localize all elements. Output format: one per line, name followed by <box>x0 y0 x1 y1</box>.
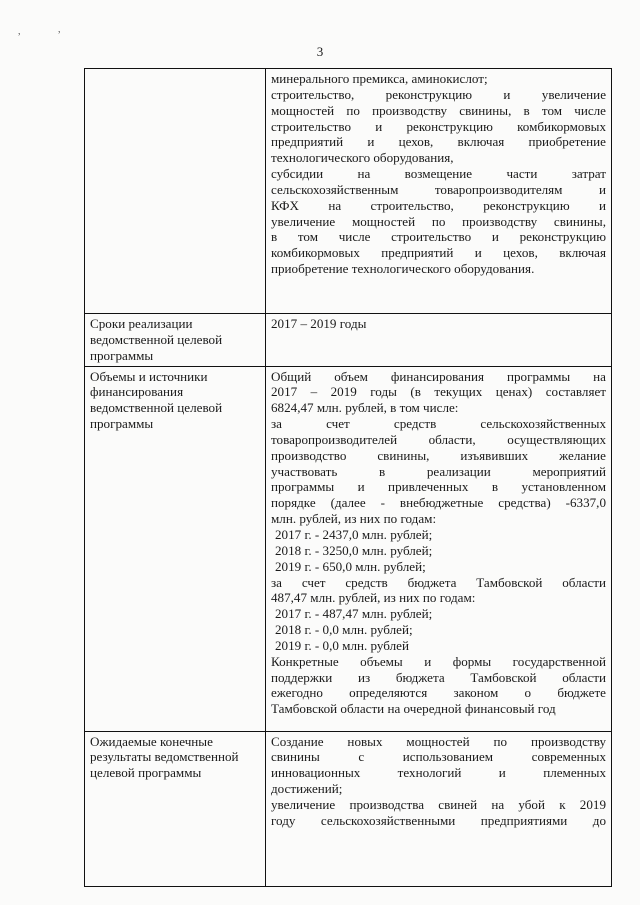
text-line: производство свинины, изъявивших желание <box>271 447 606 463</box>
row-value-financing <box>266 366 612 731</box>
text-line: Тамбовской области на очередной финансовый год <box>271 701 556 717</box>
text-line: сельскохозяйственным товаропроизводителям и <box>271 181 606 197</box>
text-line: в том числе строительство и реконструкцию <box>271 229 606 245</box>
text-line: 2017 г. - 487,47 млн. рублей; <box>275 606 433 622</box>
text-line: ежегодно определяются законом о бюджете <box>271 685 606 701</box>
text-line: году сельскохозяйственными предприятиями до <box>271 812 606 828</box>
text-line: увеличение производства свиней на убой к 2019 <box>271 796 606 812</box>
text-line: Общий объем финансирования программы на <box>271 368 606 384</box>
row-label <box>85 69 266 314</box>
text-line: 2019 г. - 0,0 млн. рублей <box>275 637 409 653</box>
text-line: инновационных технологий и племенных <box>271 765 606 781</box>
text-line: Конкретные объемы и формы государственной <box>271 653 606 669</box>
text-line: мощностей по производству свинины, в том числе <box>271 102 606 118</box>
text-line: приобретение технологического оборудования. <box>271 261 535 277</box>
row-label-financing: Объемы и источники финансирования ведомственной целевой программы <box>85 366 266 731</box>
text-line: строительство, реконструкцию и увеличение <box>271 86 606 102</box>
row-value-terms <box>266 314 612 367</box>
row-label-terms: Сроки реализации ведомственной целевой программы <box>85 314 266 367</box>
row-value <box>266 69 612 314</box>
text-line: 2017 – 2019 годы (в текущих ценах) составляет <box>271 384 606 400</box>
text-line: 6824,47 млн. рублей, в том числе: <box>271 400 459 416</box>
text-line: субсидии на возмещение части затрат <box>271 166 606 182</box>
table-row <box>85 69 612 314</box>
text-line: 2018 г. - 3250,0 млн. рублей; <box>275 542 433 558</box>
text-line: млн. рублей, из них по годам: <box>271 511 437 527</box>
table-row <box>85 314 612 367</box>
text-line: 2017 – 2019 годы <box>271 316 367 331</box>
passport-table <box>84 68 612 887</box>
text-line: строительство и реконструкцию комбикормовых <box>271 118 606 134</box>
text-line: участвовать в реализации мероприятий <box>271 463 606 479</box>
scan-mark: , <box>18 26 21 37</box>
text-line: Создание новых мощностей по производству <box>271 733 606 749</box>
row-value-results <box>266 731 612 886</box>
page-number: 3 <box>316 44 324 59</box>
text-line: технологического оборудования, <box>271 150 454 166</box>
table-row <box>85 366 612 731</box>
text-line: поддержки из бюджета Тамбовской области <box>271 669 606 685</box>
scan-mark: , <box>58 24 61 35</box>
text-line: за счет средств сельскохозяйственных <box>271 416 606 432</box>
text-line: за счет средств бюджета Тамбовской области <box>271 574 606 590</box>
text-line: 2017 г. - 2437,0 млн. рублей; <box>275 526 433 542</box>
row-label-results: Ожидаемые конечные результаты ведомственной целевой программы <box>85 731 266 886</box>
text-line: увеличение мощностей по производству свинины, <box>271 213 606 229</box>
text-line: программы и привлеченных в установленном <box>271 479 606 495</box>
text-line: комбикормовых предприятий и цехов, включая <box>271 245 606 261</box>
text-line: порядке (далее - внебюджетные средства) -6337,0 <box>271 495 606 511</box>
text-line: достижений; <box>271 781 343 797</box>
text-line: предприятий и цехов, включая приобретение <box>271 134 606 150</box>
text-line: 2019 г. - 650,0 млн. рублей; <box>275 558 426 574</box>
table-row <box>85 731 612 886</box>
text-line: 2018 г. - 0,0 млн. рублей; <box>275 622 413 638</box>
text-line: свинины с использованием современных <box>271 749 606 765</box>
text-line: минерального премикса, аминокислот; <box>271 71 488 86</box>
text-line: КФХ на строительство, реконструкцию и <box>271 197 606 213</box>
text-line: 487,47 млн. рублей, из них по годам: <box>271 590 476 606</box>
text-line: товаропроизводителей области, осуществляющих <box>271 431 606 447</box>
